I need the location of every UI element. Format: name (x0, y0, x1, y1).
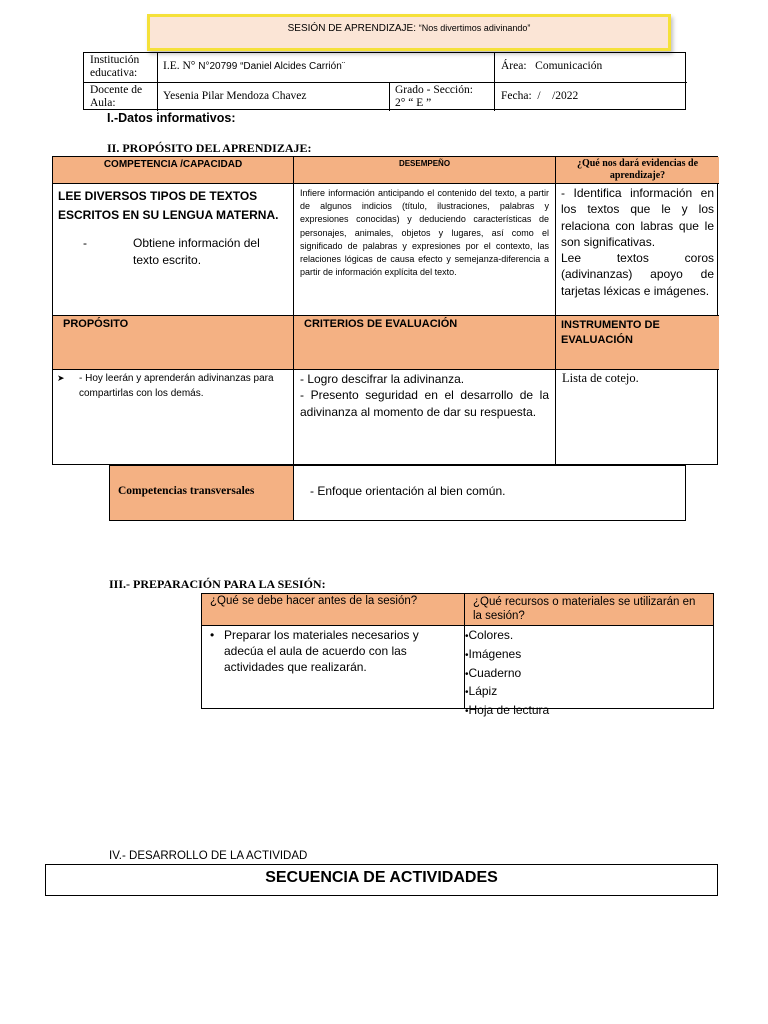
sequence-title: SECUENCIA DE ACTIVIDADES (265, 869, 498, 886)
purpose-item (57, 371, 289, 401)
evidence-header: ¿Qué nos dará evidencias de aprendizaje? (555, 157, 719, 183)
material-text: Imágenes (468, 646, 522, 661)
material-text: Lápiz (468, 684, 498, 699)
transversal-label: Competencias transversales (110, 466, 293, 520)
transversal-table (109, 465, 686, 521)
performance-header: DESEMPEÑO (293, 157, 555, 183)
session-title-prefix: SESIÓN DE APRENDIZAJE: (287, 23, 417, 34)
institution-label: Institución educativa: (90, 54, 140, 79)
competence-header: COMPETENCIA /CAPACIDAD (53, 157, 293, 183)
bullet-icon: • (465, 631, 469, 642)
session-title-name: “Nos divertimos adivinando” (418, 23, 531, 33)
criteria-text-2: - Presento seguridad en el desarrollo de la adivinanza al momento de dar su respuesta. (300, 388, 549, 419)
criteria-cell (293, 369, 555, 466)
info-table (83, 52, 686, 110)
competence-text: LEE DIVERSOS TIPOS DE TEXTOS ESCRITOS EN SU LENGUA MATERNA. (58, 189, 279, 222)
evidence-text-1: - Identifica información en los textos que le y los relaciona con labras que le son significativas. (561, 186, 714, 249)
materials-list (465, 627, 713, 721)
list-item (465, 683, 713, 702)
transversal-value: - Enfoque orientación al bien común. (293, 466, 685, 520)
bullet-icon: • (465, 706, 469, 718)
teacher-label: Docente de Aula: (84, 82, 157, 111)
sequence-title-box (45, 864, 718, 896)
list-item (465, 702, 713, 721)
arrow-bullet-icon: ➤ (57, 373, 65, 383)
section-4-heading: IV.- DESARROLLO DE LA ACTIVIDAD (109, 850, 308, 862)
area-value: Comunicación (535, 60, 603, 72)
criteria-text-1: - Logro descifrar la adivinanza. (300, 372, 465, 386)
session-title-banner (147, 14, 671, 51)
list-item (465, 627, 713, 646)
material-text: Hoja de lectura (468, 703, 550, 718)
area-cell (494, 53, 687, 82)
bullet-icon: • (465, 649, 469, 661)
section-1-heading: I.-Datos informativos: (107, 111, 236, 125)
material-text: Colores. (468, 628, 514, 642)
list-item (465, 665, 713, 684)
instrument-text: Lista de cotejo. (555, 369, 719, 466)
institution-prefix: I.E. N° (163, 60, 196, 72)
purpose-header: PROPÓSITO (53, 315, 293, 369)
capacity-item (58, 235, 288, 269)
date-label: Fecha: (501, 90, 532, 102)
section-3-heading: III.- PREPARACIÓN PARA LA SESIÓN: (109, 577, 326, 591)
grade-value: 2° “ E ” (395, 97, 432, 109)
instrument-header: INSTRUMENTO DE EVALUACIÓN (555, 315, 719, 369)
bullet-icon: • (210, 628, 215, 642)
criteria-header: CRITERIOS DE EVALUACIÓN (293, 315, 555, 369)
materials-cell (464, 625, 713, 718)
date-value: / /2022 (537, 90, 579, 102)
capacity-dash: - (83, 236, 87, 250)
institution-value (157, 53, 494, 82)
evidence-text-2: Lee textos coros (adivinanzas) apoyo de tarjetas léxicas e imágenes. (561, 251, 714, 298)
performance-text: Infiere información anticipando el contenido del texto, a partir de algunos indicios (título, ilustraciones, palabras y expresiones conocidas) y deduciendo características de personajes, animales, objetos y lugares, así como el significado de palabras y expresiones por el contexto, las relaciones lógicas de causa efecto y semejanza-diferencia a partir de información explícita del texto. (293, 183, 555, 315)
before-header: ¿Qué se debe hacer antes de la sesión? (202, 594, 464, 625)
section-2-heading: II. PROPÓSITO DEL APRENDIZAJE: (107, 141, 312, 155)
grade-label: Grado - Sección: (395, 84, 473, 96)
competence-cell (53, 183, 293, 315)
purpose-table (52, 156, 718, 465)
before-cell (202, 625, 464, 708)
purpose-text: - Hoy leerán y aprenderán adivinanzas para compartirlas con los demás. (79, 373, 274, 399)
teacher-value: Yesenia Pilar Mendoza Chavez (157, 82, 389, 111)
area-label: Área: (501, 60, 527, 72)
date-cell (494, 82, 687, 111)
evidence-cell (555, 183, 719, 315)
before-text: Preparar los materiales necesarios y adecúa el aula de acuerdo con las actividades que realizarán. (224, 628, 419, 674)
before-item (208, 627, 458, 675)
capacity-text: Obtiene información del texto escrito. (133, 236, 260, 267)
preparation-table (201, 593, 714, 718)
institution-name: N°20799 “Daniel Alcides Carrión¨ (198, 61, 346, 72)
list-item (465, 646, 713, 665)
material-text: Cuaderno (468, 665, 522, 680)
bullet-icon: • (465, 668, 469, 680)
grade-cell (389, 82, 494, 111)
materials-header: ¿Qué recursos o materiales se utilizarán en la sesión? (464, 594, 713, 625)
purpose-cell (53, 369, 293, 466)
bullet-icon: • (465, 687, 469, 699)
